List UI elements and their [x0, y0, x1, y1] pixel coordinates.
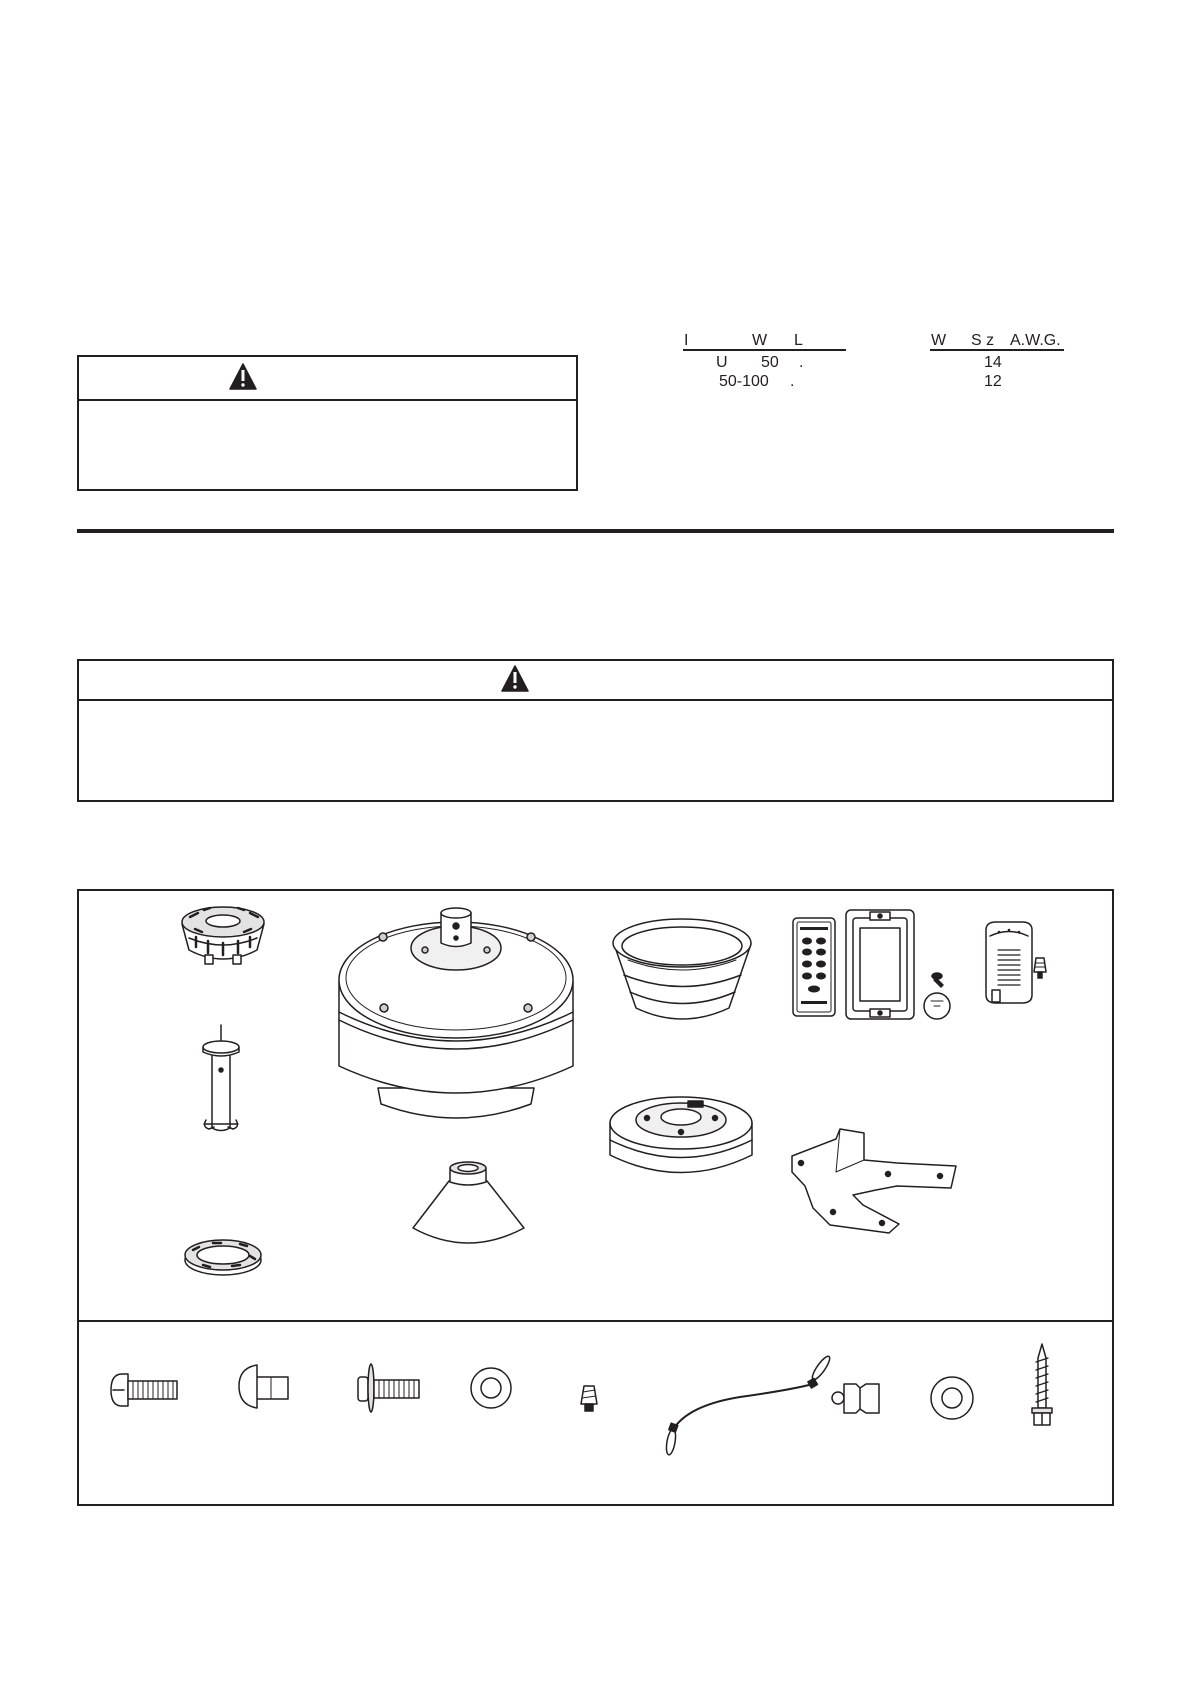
parts-box-divider: [79, 891, 1112, 1322]
row1-size: 14: [984, 354, 1002, 371]
size-header-part: S z: [971, 332, 995, 349]
size-header-underline: [930, 349, 1064, 351]
length-header-part: W: [752, 332, 768, 349]
row1-length-part: U: [716, 354, 728, 371]
parts-box: [77, 889, 1114, 1506]
section-divider: [77, 529, 1114, 533]
length-header-part: L: [794, 332, 803, 349]
warning-box-top-header: [79, 357, 576, 401]
row2-length-part: .: [790, 373, 795, 390]
warning-box-wide: [77, 659, 1114, 802]
row1-length-part: .: [799, 354, 804, 371]
warning-box-top: [77, 355, 578, 491]
length-header-part: I: [684, 332, 689, 349]
length-header-underline: [683, 349, 846, 351]
row2-size: 12: [984, 373, 1002, 390]
size-header-part: A.W.G.: [1010, 332, 1061, 349]
size-header-part: W: [931, 332, 947, 349]
wire-gauge-table: [670, 328, 1090, 398]
warning-box-wide-header: [79, 661, 1112, 701]
row2-length-part: 50-100: [719, 373, 769, 390]
row1-length-part: 50: [761, 354, 779, 371]
